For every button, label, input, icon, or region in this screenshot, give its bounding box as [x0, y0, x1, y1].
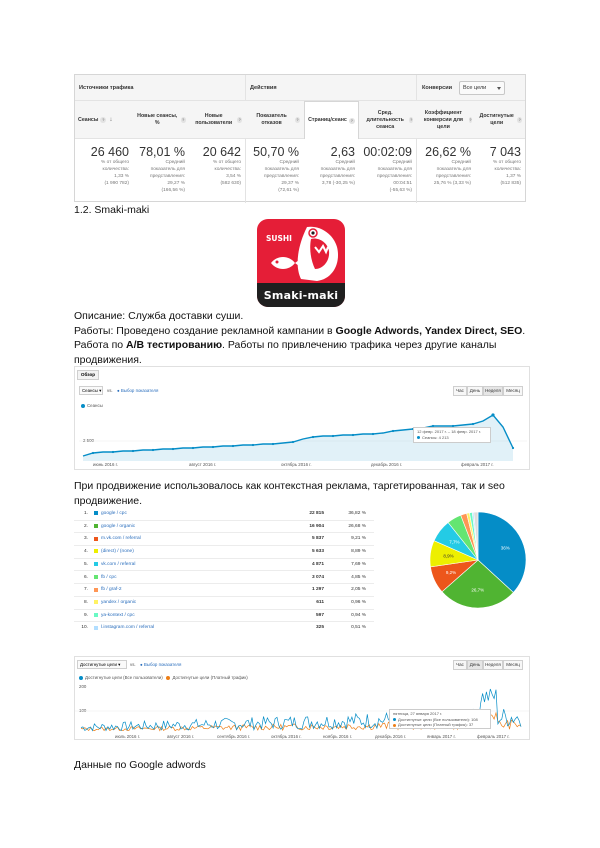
- table-row[interactable]: 1. google / cpc 22 815 36,82 %: [74, 508, 374, 521]
- ab-line: Работа по A/B тестированию. Работы по привлечению трафика через другие каналы: [74, 339, 497, 351]
- btn-month[interactable]: Месяц: [503, 660, 523, 670]
- help-icon: ?: [518, 117, 521, 122]
- table-row[interactable]: 7. fb / graf-2 1 297 2,05 %: [74, 584, 374, 597]
- value-goal-completions: 7 043 % от общего количества: 1,37 % (512 835): [489, 145, 521, 186]
- promo-line-2: продвижение.: [74, 494, 142, 507]
- value-conversion-rate: 26,62 % Средний показатель для представления: 25,76 % (3,33 %): [425, 145, 471, 186]
- sources-table: [74, 508, 538, 636]
- help-icon: ?: [350, 117, 354, 123]
- choose-metric-link[interactable]: ● Выбор показателя: [117, 388, 159, 393]
- ga-stats-table: [74, 74, 526, 202]
- table-row[interactable]: 3. m.vk.com / referral 5 837 9,21 %: [74, 533, 374, 546]
- help-icon: ?: [296, 117, 299, 122]
- logo-brand-text: Smaki-maki: [263, 289, 339, 302]
- sessions-chart-panel: [74, 366, 530, 470]
- x-label: декабрь 2016 г.: [371, 462, 403, 467]
- description-line: Описание: Служба доставки суши.: [74, 310, 244, 322]
- btn-day[interactable]: День: [467, 386, 483, 396]
- value-avg-duration: 00:02:09 Средний показатель для представления: 00:04:51 (-55,63 %): [363, 145, 412, 193]
- btn-week[interactable]: Неделя: [483, 660, 503, 670]
- metric-header-row: [75, 101, 525, 139]
- sessions-tooltip: 12 февр. 2017 г. – 18 февр. 2017 г. Сеансы: 4 213: [413, 427, 491, 443]
- pie-label: 7,7%: [449, 539, 460, 545]
- conversions-goal-select[interactable]: [459, 81, 505, 95]
- help-icon: ?: [182, 117, 185, 122]
- table-row[interactable]: 9. ya-kontext / cpc 597 0,94 %: [74, 610, 374, 623]
- table-row[interactable]: 5. vk.com / referral 4 871 7,69 %: [74, 559, 374, 572]
- legend-dot-icon: [81, 404, 85, 408]
- sources-pie-chart: [426, 508, 530, 612]
- group-actions: Действия: [250, 85, 277, 91]
- group-traffic-sources: Источники трафика: [79, 85, 134, 91]
- tab-overview[interactable]: Обзор: [77, 370, 99, 380]
- value-new-sessions: 78,01 % Средний показатель для представления: 29,27 % (166,56 %): [139, 145, 185, 193]
- col-sessions[interactable]: Сеансы ? ↓: [78, 116, 113, 123]
- x-label: сентябрь 2016 г.: [217, 734, 251, 739]
- chevron-down-icon: [497, 87, 501, 90]
- pie-label: 36%: [500, 545, 510, 551]
- x-label: июль 2016 г.: [115, 734, 140, 739]
- ab-line-2: продвижения.: [74, 353, 142, 366]
- x-label: ноябрь 2016 г.: [323, 734, 352, 739]
- col-goal-completions[interactable]: Достигнутые цели ?: [479, 113, 521, 126]
- help-icon: ?: [469, 117, 472, 122]
- works-line: Работы: Проведено создание рекламной кампании в Google Adwords, Yandex Direct, SEO.: [74, 324, 526, 337]
- btn-month[interactable]: Месяц: [503, 386, 523, 396]
- value-pages-per-session: 2,63 Средний показатель для представления: 3,78 (-30,25 %): [320, 145, 355, 186]
- table-row[interactable]: 2. google / organic 16 904 26,68 %: [74, 521, 374, 534]
- x-label: февраль 2017 г.: [477, 734, 510, 739]
- table-row[interactable]: 4. (direct) / (none) 5 633 8,89 %: [74, 546, 374, 559]
- conversions-select-value: Все цели: [463, 85, 487, 91]
- goals-chart-panel: [74, 656, 530, 740]
- col-new-users[interactable]: Новые пользователи ?: [195, 113, 241, 126]
- goals-tooltip: пятница, 27 января 2017 г. Достигнутые цели (Все пользователи): 108 Достигнутые цели (Платный трафик): 37: [389, 709, 491, 729]
- col-pages-per-session[interactable]: Страниц/сеанс ?: [304, 101, 359, 139]
- footer-text: Данные по Google adwords: [74, 759, 206, 771]
- table-row[interactable]: 8. yandex / organic 611 0,96 %: [74, 597, 374, 610]
- x-label: февраль 2017 г.: [461, 462, 494, 467]
- table-row[interactable]: 10. l.instagram.com / referral 325 0,51 %: [81, 625, 366, 631]
- value-bounce-rate: 50,70 % Средний показатель для представления: 29,37 % (72,61 %): [253, 145, 299, 193]
- goals-legend: Достигнутые цели (Все пользователи) Достигнутые цели (Платный трафик): [79, 675, 248, 680]
- metric-select[interactable]: Сеансы ▾: [79, 386, 103, 395]
- x-label: декабрь 2016 г.: [375, 734, 407, 739]
- x-label: октябрь 2016 г.: [271, 734, 302, 739]
- description-block: [74, 309, 534, 367]
- btn-hour[interactable]: Час: [453, 386, 467, 396]
- help-icon: ?: [238, 117, 241, 122]
- pie-label: 9,2%: [445, 569, 457, 575]
- x-label: октябрь 2016 г.: [281, 462, 312, 467]
- y-tick: 200: [79, 684, 87, 689]
- pie-label: 8,9%: [443, 553, 454, 559]
- choose-metric-link[interactable]: ● Выбор показателя: [140, 662, 182, 667]
- vs-label: vs.: [130, 662, 136, 667]
- table-row[interactable]: 6. fb / cpc 3 074 4,85 %: [74, 572, 374, 585]
- col-avg-duration[interactable]: Сред. длительность сеанса ?: [366, 109, 413, 130]
- btn-week[interactable]: Неделя: [483, 386, 503, 396]
- btn-hour[interactable]: Час: [453, 660, 467, 670]
- smaki-maki-logo: [257, 219, 345, 307]
- legend-dot-icon: [166, 676, 170, 680]
- help-icon: ?: [102, 117, 105, 122]
- col-bounce-rate[interactable]: Показатель отказов ?: [256, 113, 299, 126]
- x-label: июнь 2016 г.: [93, 462, 118, 467]
- group-conversions: Конверсии: [422, 85, 453, 91]
- legend-dot-icon: [79, 676, 83, 680]
- sessions-legend: Сеансы: [81, 403, 103, 408]
- promo-line: При продвижение использовалось как контекстная реклама, таргетированная, так и seo: [74, 480, 505, 492]
- x-label: август 2016 г.: [189, 462, 217, 467]
- value-sessions: 26 460 % от общего количества: 1,33 % (1 990 782): [90, 145, 129, 186]
- x-label: август 2016 г.: [167, 734, 195, 739]
- goals-metric-select[interactable]: Достигнутые цели ▾: [77, 660, 127, 669]
- x-label: январь 2017 г.: [427, 734, 456, 739]
- y-tick: 100: [79, 708, 87, 713]
- btn-day[interactable]: День: [467, 660, 483, 670]
- col-new-sessions[interactable]: Новые сеансы, % ?: [137, 113, 185, 126]
- y-tick: 2 500: [83, 438, 94, 443]
- logo-sushi-text: SUSHI: [266, 234, 292, 243]
- metric-values-row: [75, 139, 525, 201]
- value-new-users: 20 642 % от общего количества: 3,54 % (582 630): [202, 145, 241, 186]
- ga-group-header: [75, 75, 525, 101]
- pie-label: 26,7%: [471, 587, 485, 593]
- vs-label: vs.: [107, 388, 113, 393]
- help-icon: ?: [409, 117, 413, 122]
- section-heading: 1.2. Smaki-maki: [74, 204, 150, 216]
- col-conversion-rate[interactable]: Коэффициент конверсии для цели ?: [423, 109, 472, 130]
- promo-text: [74, 479, 534, 508]
- sort-down-icon[interactable]: ↓: [109, 116, 113, 123]
